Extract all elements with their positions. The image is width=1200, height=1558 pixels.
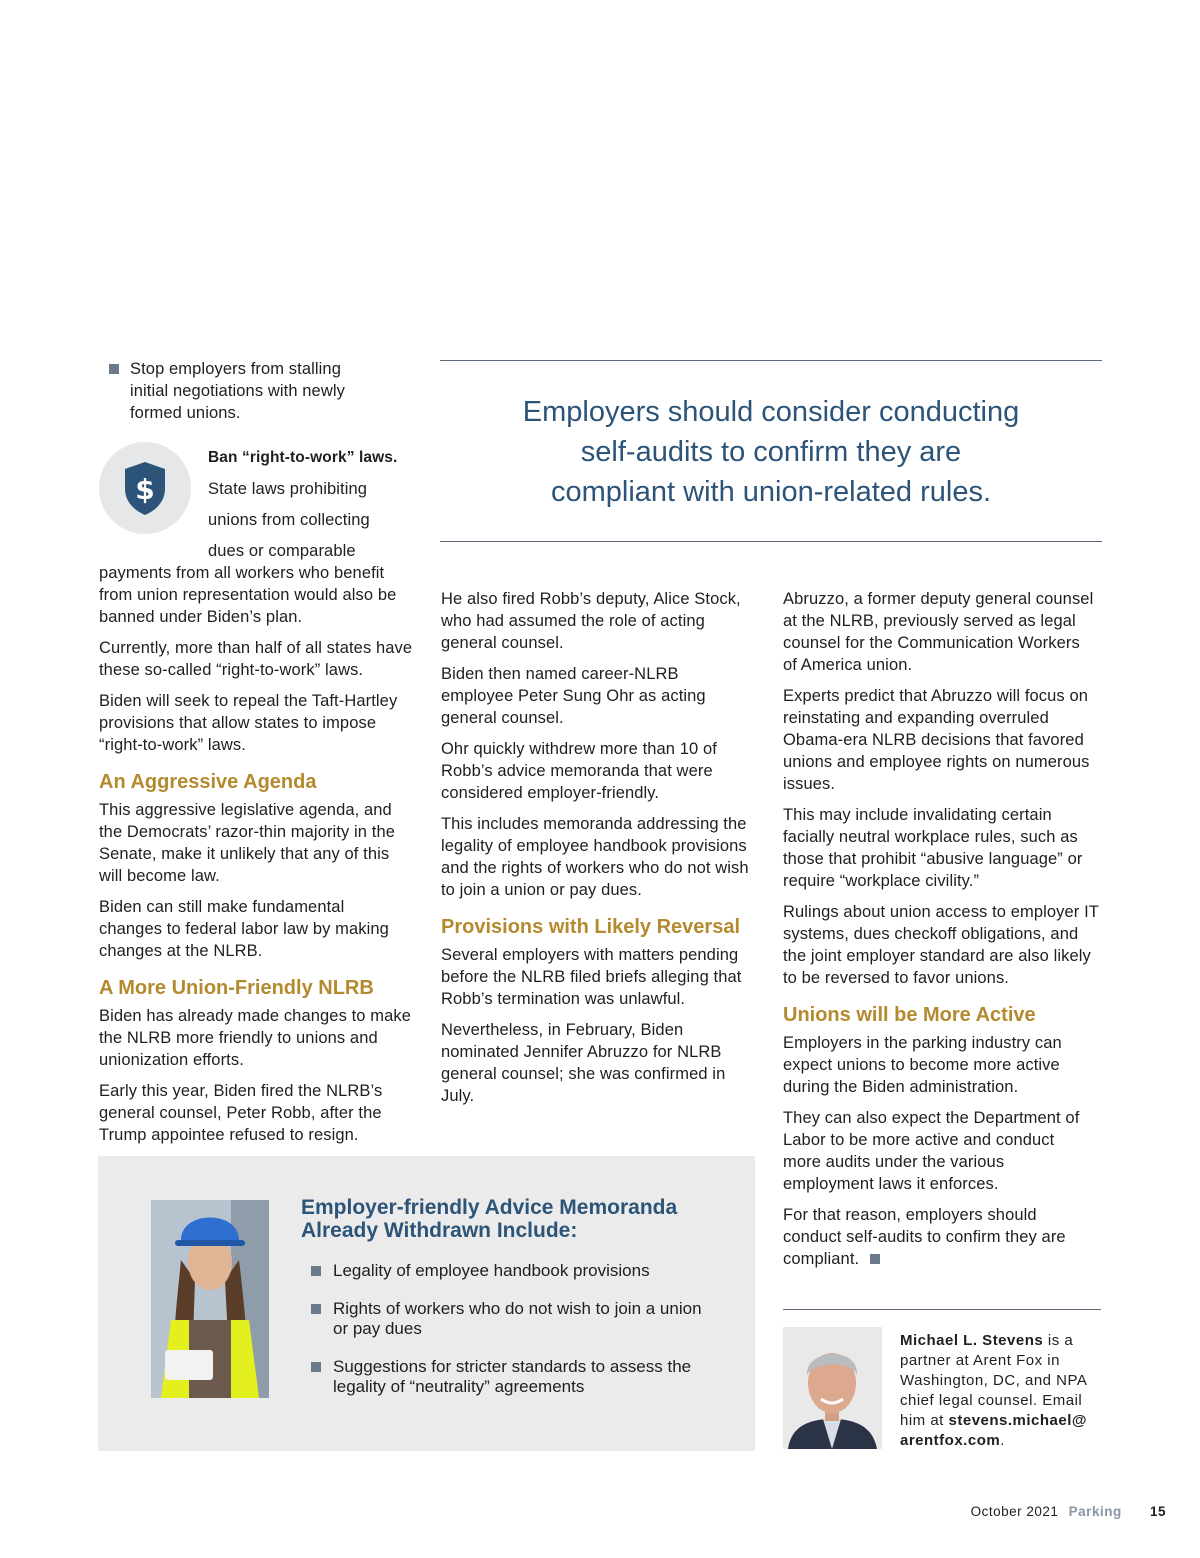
bio-end: .	[1000, 1432, 1005, 1449]
pull-quote	[440, 392, 1102, 512]
paragraph: Rulings about union access to employer IT systems, dues checkoff obligations, and the joint employer standard are also likely to be reversed to favor unions.	[783, 903, 1099, 987]
column-1	[99, 358, 419, 1146]
sidebar-title-line: Employer-friendly Advice Memoranda	[301, 1196, 678, 1219]
column-2	[441, 588, 763, 1107]
bullet-item	[99, 358, 419, 424]
author-bio	[900, 1331, 1090, 1451]
paragraph: Biden will seek to repeal the Taft-Hartley provisions that allow states to impose “right-to-work” laws.	[99, 692, 398, 754]
bullet-square-icon	[311, 1362, 321, 1372]
sidebar-list-item	[309, 1261, 703, 1281]
sidebar-box	[98, 1156, 755, 1451]
paragraph: This includes memoranda addressing the legality of employee handbook provisions and the rights of workers who do not wish to join a union or pay dues.	[441, 815, 749, 899]
bullet-square-icon	[311, 1266, 321, 1276]
bullet-text: Stop employers from stalling initial negotiations with newly formed unions.	[130, 360, 345, 422]
end-mark-icon	[870, 1254, 880, 1264]
bullet-square-icon	[311, 1304, 321, 1314]
author-email-link[interactable]: stevens.michael@arentfox.com	[900, 1412, 1088, 1449]
paragraph: Biden can still make fundamental changes to federal labor law by making changes at the NLRB.	[99, 898, 389, 960]
paragraph: He also fired Robb’s deputy, Alice Stock, who had assumed the role of acting general counsel.	[441, 590, 741, 652]
paragraph	[783, 1204, 1073, 1270]
paragraph: They can also expect the Department of Labor to be more active and conduct more audits under the various employment laws it enforces.	[783, 1109, 1080, 1193]
ban-block	[99, 442, 419, 628]
heading-aggressive-agenda: An Aggressive Agenda	[99, 771, 317, 793]
author-photo	[783, 1327, 882, 1449]
sidebar-item-text: Suggestions for stricter standards to assess the legality of “neutrality” agreements	[333, 1357, 692, 1396]
author-name: Michael L. Stevens	[900, 1332, 1044, 1349]
sidebar-list-item	[309, 1299, 703, 1339]
ban-text-line: State laws prohibiting	[208, 480, 368, 498]
paragraph: Employers in the parking industry can expect unions to become more active during the Biden administration.	[783, 1034, 1062, 1096]
paragraph: Early this year, Biden fired the NLRB’s general counsel, Peter Robb, after the Trump appointee refused to resign.	[99, 1082, 383, 1144]
pullquote-top-rule	[440, 360, 1102, 361]
pullquote-line: compliant with union-related rules.	[550, 476, 992, 508]
paragraph: This may include invalidating certain facially neutral workplace rules, such as those that prohibit “abusive language” or require “workplace civility.”	[783, 806, 1083, 890]
footer-magazine: Parking	[1068, 1504, 1122, 1519]
paragraph: Nevertheless, in February, Biden nominated Jennifer Abruzzo for NLRB general counsel; she was confirmed in July.	[441, 1021, 726, 1105]
paragraph: Experts predict that Abruzzo will focus on reinstating and expanding overruled Obama-era NLRB decisions that favored unions and employee rights on numerous issues.	[783, 687, 1090, 793]
paragraph: This aggressive legislative agenda, and the Democrats’ razor-thin majority in the Senate, make it unlikely that any of this will become law.	[99, 801, 396, 885]
svg-text:$: $	[135, 473, 155, 506]
sidebar-title-line: Already Withdrawn Include:	[301, 1219, 578, 1242]
ban-heading: Ban “right-to-work” laws.	[208, 449, 398, 466]
footer-date: October 2021	[970, 1504, 1059, 1519]
paragraph: Several employers with matters pending before the NLRB filed briefs alleging that Robb’s termination was unlawful.	[441, 946, 742, 1008]
heading-likely-reversal: Provisions with Likely Reversal	[441, 916, 741, 938]
bio-top-rule	[783, 1309, 1101, 1310]
paragraph: Biden then named career-NLRB employee Peter Sung Ohr as acting general counsel.	[441, 665, 706, 727]
dollar-shield-icon	[99, 442, 191, 534]
paragraph: Biden has already made changes to make the NLRB more friendly to unions and unionization efforts.	[99, 1007, 411, 1069]
sidebar-list	[301, 1261, 731, 1397]
ban-text-line: dues or comparable	[208, 542, 356, 560]
paragraph: Currently, more than half of all states have these so-called “right-to-work” laws.	[99, 639, 413, 679]
pullquote-line: Employers should consider conducting	[522, 396, 1020, 428]
sidebar-item-text: Rights of workers who do not wish to join a union or pay dues	[333, 1299, 702, 1338]
paragraph: Ohr quickly withdrew more than 10 of Robb’s advice memoranda that were considered employer-friendly.	[441, 740, 717, 802]
heading-unions-more-active: Unions will be More Active	[783, 1004, 1036, 1026]
ban-text-rest: payments from all workers who benefit from union representation would also be banned under Biden’s plan.	[99, 564, 397, 626]
bullet-square-icon	[109, 364, 119, 374]
pullquote-bottom-rule	[440, 541, 1102, 542]
closing-text: For that reason, employers should conduct self-audits to confirm they are compliant.	[783, 1206, 1066, 1268]
paragraph: Abruzzo, a former deputy general counsel at the NLRB, previously served as legal counsel for the Communication Workers of America union.	[783, 590, 1094, 674]
worker-photo	[151, 1200, 269, 1398]
page-footer	[900, 1503, 1166, 1521]
bio-text: is a partner at Arent Fox in Washington, DC, and NPA chief legal counsel. Email him at	[900, 1332, 1087, 1429]
pullquote-line: self-audits to confirm they are	[580, 436, 962, 468]
ban-text-line: unions from collecting	[208, 511, 370, 529]
sidebar-list-item	[309, 1357, 723, 1397]
sidebar-item-text: Legality of employee handbook provisions	[333, 1261, 650, 1280]
column-3	[783, 588, 1105, 1270]
page-number: 15	[1149, 1504, 1166, 1519]
heading-union-friendly-nlrb: A More Union-Friendly NLRB	[99, 977, 374, 999]
